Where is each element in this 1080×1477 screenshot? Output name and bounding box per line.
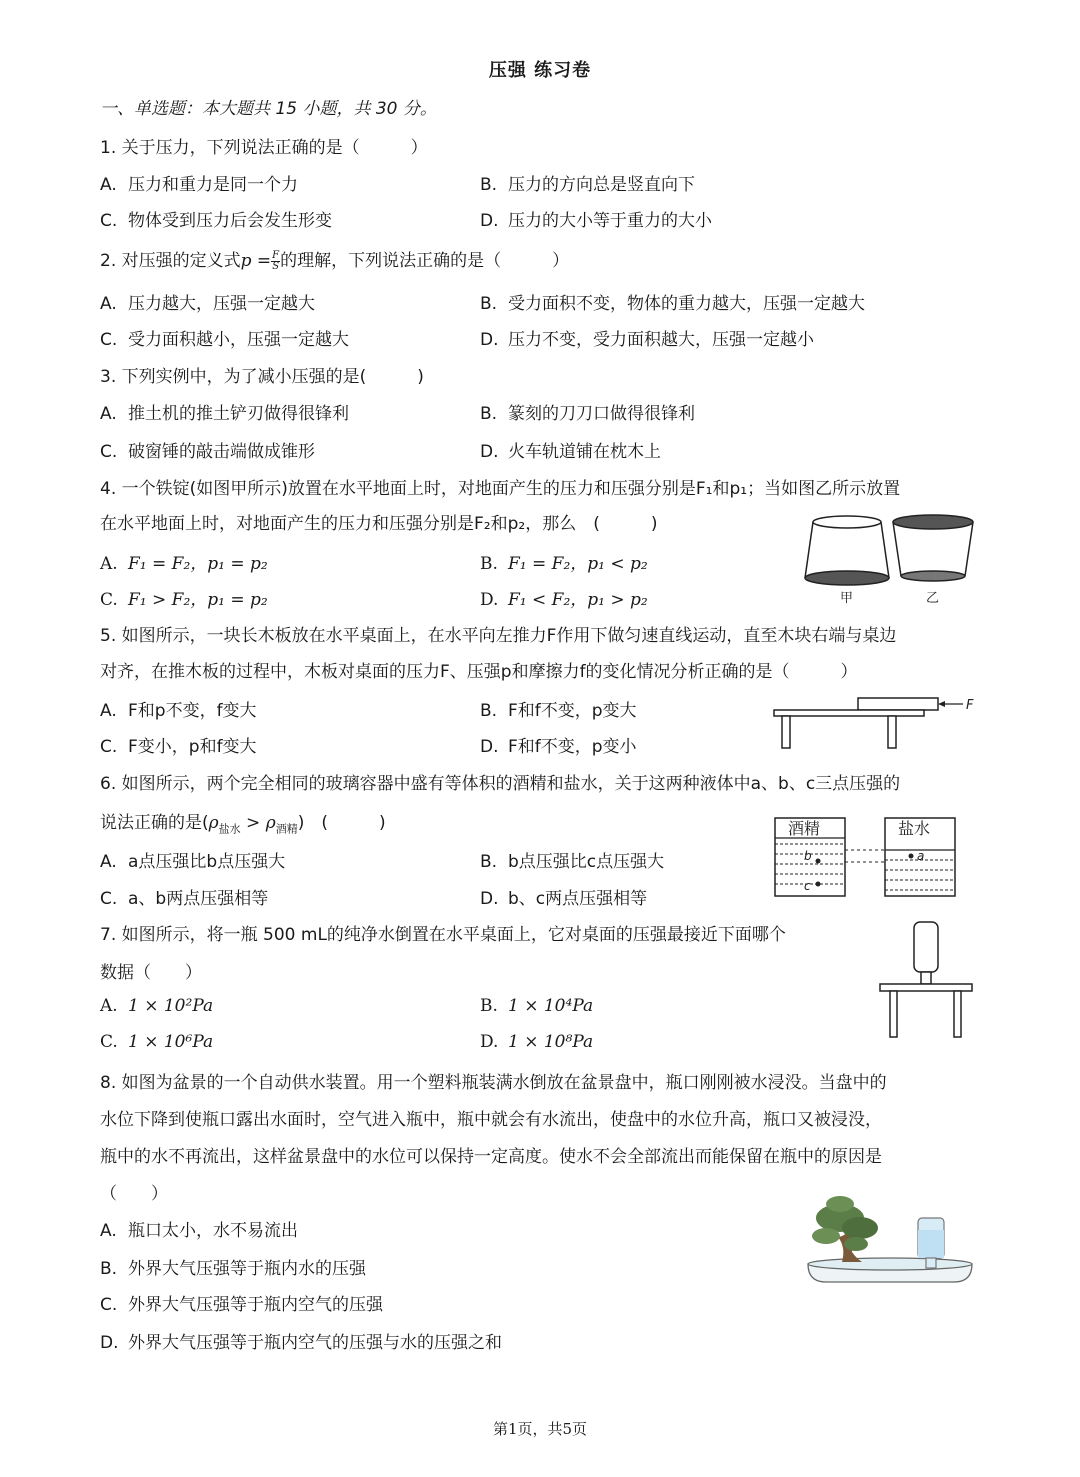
option-letter: D. [480,330,499,350]
option-letter: A. [100,294,117,314]
rho-symbol: ρ [208,813,219,833]
option-text: b点压强比c点压强大 [508,852,665,872]
greater-than: > [240,813,266,833]
option-text: 压力的大小等于重力的大小 [508,211,712,231]
option-text: 1 × 10⁸Pa [508,1032,594,1052]
q6-option-d[interactable] [480,884,647,909]
option-letter: C. [100,737,118,757]
option-text: F₁ = F₂，p₁ < p₂ [508,554,648,574]
option-text: 压力的方向总是竖直向下 [508,175,695,195]
option-text: 外界大气压强等于瓶内空气的压强与水的压强之和 [128,1333,502,1353]
option-letter: D. [480,889,499,909]
option-letter: B. [480,404,498,424]
q8-option-c[interactable] [100,1290,383,1315]
q8-stem-line2: 水位下降到使瓶口露出水面时，空气进入瓶中，瓶中就会有水流出，使盘中的水位升高，瓶口又被浸没， [100,1110,882,1130]
option-text: 破窗锤的敲击端做成锥形 [128,442,315,462]
option-letter: A. [100,554,118,574]
rho-symbol: ρ [265,813,276,833]
option-text: 1 × 10²Pa [128,996,214,1016]
q6-option-a[interactable] [100,847,285,872]
option-letter: C. [100,211,118,231]
fraction-denominator: S [272,260,280,272]
option-text: 火车轨道铺在枕木上 [508,442,661,462]
option-text: F和f不变，p变小 [508,737,637,757]
q1-option-b[interactable] [480,170,695,195]
option-letter: B. [480,701,498,721]
q1-option-a[interactable] [100,170,298,195]
q3-option-c[interactable] [100,437,315,462]
q7-option-c[interactable] [100,1032,213,1052]
q6-beakers-figure [770,814,970,900]
option-letter: D. [480,442,499,462]
option-letter: B. [480,175,498,195]
q8-stem-line4: （ ） [100,1184,168,1204]
option-letter: C. [100,1032,118,1052]
q8-option-d[interactable] [100,1328,502,1353]
option-letter: A. [100,404,117,424]
option-text: 受力面积不变，物体的重力越大，压强一定越大 [508,294,865,314]
q6-option-c[interactable] [100,884,268,909]
q7-option-b[interactable] [480,996,593,1016]
option-text: 外界大气压强等于瓶内空气的压强 [128,1295,383,1315]
option-text: F₁ = F₂，p₁ = p₂ [128,554,268,574]
q5-option-b[interactable] [480,696,637,721]
q4-option-a[interactable] [100,549,268,574]
q5-stem-line1: 5. 如图所示，一块长木板放在水平桌面上，在水平向左推力F作用下做匀速直线运动，直至木块右端与桌边 [100,626,897,646]
q3-option-d[interactable] [480,437,661,462]
q4-option-c[interactable] [100,585,268,610]
page-footer: 第1页，共5页 [492,1420,588,1438]
point-b-label: b [804,849,812,863]
option-letter: C. [100,889,118,909]
q1-option-d[interactable] [480,206,712,231]
fig-force-label: F [966,698,974,713]
option-text: F₁ < F₂，p₁ > p₂ [508,590,648,610]
option-text: b、c两点压强相等 [508,889,648,909]
option-letter: D. [100,1333,119,1353]
q6-stem-pre: 说法正确的是( [100,813,209,833]
option-text: 篆刻的刀刀口做得很锋利 [508,404,695,424]
q6-stem-post: ) ( ) [297,813,386,833]
option-letter: B. [100,1259,118,1279]
option-text: 外界大气压强等于瓶内水的压强 [128,1259,366,1279]
option-letter: C. [100,330,118,350]
rho-subscript: 酒精 [275,822,298,836]
q6-stem-line2 [100,808,386,836]
option-letter: D. [480,211,499,231]
q2-stem [100,246,569,272]
point-c-label: c [804,879,811,893]
option-text: 1 × 10⁶Pa [128,1032,214,1052]
q7-option-a[interactable] [100,996,213,1016]
q3-stem: 3. 下列实例中，为了减小压强的是( ) [100,367,424,387]
option-text: F和f不变，p变大 [508,701,637,721]
q7-option-d[interactable] [480,1032,593,1052]
option-text: a、b两点压强相等 [128,889,269,909]
point-a-label: a [917,849,925,863]
q5-option-d[interactable] [480,732,637,757]
q4-stem-line2: 在水平地面上时，对地面产生的压力和压强分别是F₂和p₂，那么 ( ) [100,514,658,534]
q8-stem-line1: 8. 如图为盆景的一个自动供水装置。用一个塑料瓶装满水倒放在盆景盘中，瓶口刚刚被水浸没。当盘中的 [100,1073,887,1093]
q6-option-b[interactable] [480,847,664,872]
option-letter: B. [480,554,498,574]
q2-fraction [271,251,280,272]
page-title: 压强 练习卷 [488,60,592,81]
rho-subscript: 盐水 [218,822,241,836]
option-text: a点压强比b点压强大 [128,852,286,872]
q2-formula-lhs: p = [240,251,272,271]
q2-option-d[interactable] [480,325,814,350]
q2-option-c[interactable] [100,325,349,350]
option-letter: B. [480,996,498,1016]
q4-option-d[interactable] [480,585,648,610]
option-text: 压力越大，压强一定越大 [128,294,315,314]
beaker-right-label: 盐水 [898,819,931,838]
option-letter: C. [100,442,118,462]
option-text: F变小，p和f变大 [128,737,257,757]
option-letter: B. [480,294,498,314]
option-text: F和p不变，f变大 [128,701,257,721]
q1-option-c[interactable] [100,206,332,231]
q4-stem-line1: 4. 一个铁锭(如图甲所示)放置在水平地面上时，对地面产生的压力和压强分别是F₁和p₁；当如图乙所示放置 [100,479,901,499]
q8-stem-line3: 瓶中的水不再流出，这样盆景盘中的水位可以保持一定高度。使水不会全部流出而能保留在瓶中的原因是 [100,1147,882,1167]
q5-board-figure [770,692,980,754]
option-letter: A. [100,996,118,1016]
fig-label-yi: 乙 [926,591,940,606]
q2-stem-post: 的理解，下列说法正确的是（ ） [280,251,570,271]
q7-bottle-table-figure [876,918,976,1043]
q7-stem-line1: 7. 如图所示，将一瓶 500 mL的纯净水倒置在水平桌面上，它对桌面的压强最接近下面哪个 [100,925,786,945]
option-text: F₁ > F₂，p₁ = p₂ [128,590,268,610]
q1-stem: 1. 关于压力，下列说法正确的是（ ） [100,138,428,158]
q8-option-b[interactable] [100,1254,366,1279]
option-text: 受力面积越小，压强一定越大 [128,330,349,350]
option-letter: B. [480,852,498,872]
beaker-left-label: 酒精 [788,819,821,838]
option-text: 推土机的推土铲刃做得很锋利 [128,404,349,424]
q6-stem-line1: 6. 如图所示，两个完全相同的玻璃容器中盛有等体积的酒精和盐水，关于这两种液体中a、b、c三点压强的 [100,774,901,794]
q4-ingot-figure [800,512,980,607]
fig-label-jia: 甲 [840,591,854,606]
option-text: 瓶口太小，水不易流出 [128,1221,298,1241]
q7-stem-line2: 数据（ ） [100,963,202,983]
q2-stem-pre: 2. 对压强的定义式 [100,251,241,271]
q2-option-a[interactable] [100,289,315,314]
option-letter: D. [480,590,499,610]
option-letter: C. [100,1295,118,1315]
q8-bonsai-figure [802,1192,978,1288]
fraction-numerator: F [272,249,280,261]
option-letter: D. [480,737,499,757]
option-letter: C. [100,590,118,610]
option-letter: A. [100,701,117,721]
option-text: 压力不变，受力面积越大，压强一定越小 [508,330,814,350]
q4-option-b[interactable] [480,549,648,574]
q2-option-b[interactable] [480,289,865,314]
option-letter: A. [100,175,117,195]
section-heading: 一、单选题：本大题共 15 小题，共 30 分。 [100,99,437,119]
q3-option-b[interactable] [480,399,695,424]
option-letter: D. [480,1032,499,1052]
option-text: 压力和重力是同一个力 [128,175,298,195]
option-letter: A. [100,1221,117,1241]
q3-option-a[interactable] [100,399,349,424]
q8-option-a[interactable] [100,1216,298,1241]
option-text: 物体受到压力后会发生形变 [128,211,332,231]
q5-stem-line2: 对齐，在推木板的过程中，木板对桌面的压力F、压强p和摩擦力f的变化情况分析正确的是（ ） [100,662,858,682]
option-letter: A. [100,852,117,872]
option-text: 1 × 10⁴Pa [508,996,594,1016]
q5-option-a[interactable] [100,696,257,721]
q5-option-c[interactable] [100,732,257,757]
